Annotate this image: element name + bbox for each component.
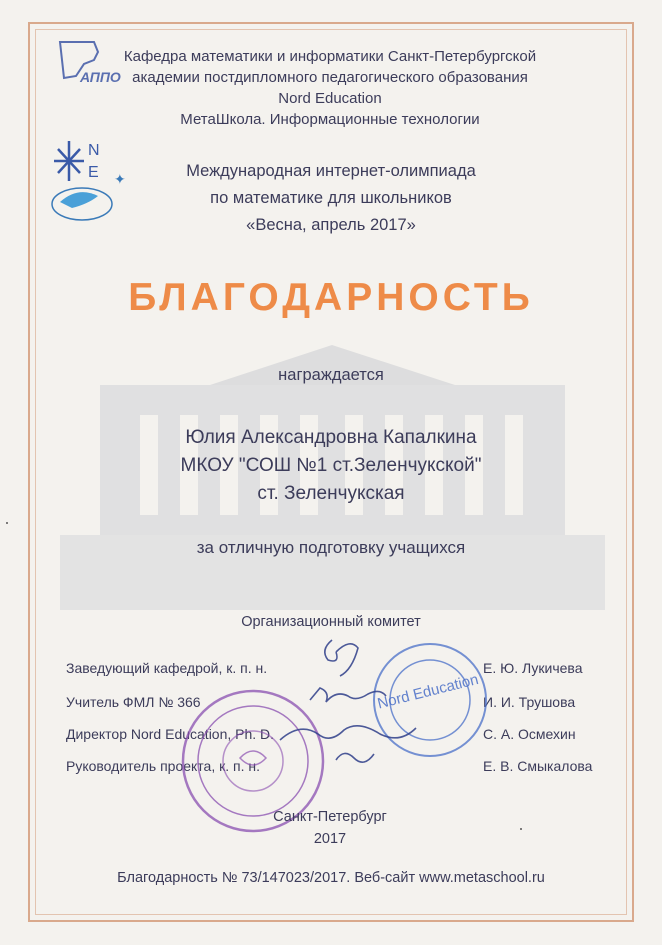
- olympiad-line-2: по математике для школьников: [210, 189, 452, 207]
- signatory-role: Руководитель проекта, к. п. н.: [66, 758, 261, 774]
- recipient-name: Юлия Александровна Капалкина: [185, 427, 477, 448]
- certificate-footer: Благодарность № 73/147023/2017. Веб-сайт www.metaschool.ru: [117, 870, 545, 886]
- issuer-line-4: МетаШкола. Информационные технологии: [180, 111, 480, 128]
- recipient-block: [60, 424, 602, 508]
- signatory-role: Учитель ФМЛ № 366: [66, 694, 201, 710]
- issuer-line-3: Nord Education: [278, 90, 382, 107]
- scan-speck: [6, 522, 8, 524]
- svg-text:E: E: [88, 164, 99, 181]
- recipient-school: МКОУ "СОШ №1 ст.Зеленчукской": [180, 455, 482, 476]
- signatory-name: С. А. Осмехин: [483, 726, 576, 742]
- issue-year: 2017: [313, 831, 347, 847]
- signatory-name: Е. В. Смыкалова: [483, 758, 593, 774]
- olympiad-line-1: Международная интернет-олимпиада: [186, 162, 476, 180]
- signatory-role: Заведующий кафедрой, к. п. н.: [66, 660, 268, 676]
- scan-speck: [520, 828, 522, 830]
- recipient-village: ст. Зеленчукская: [257, 483, 405, 504]
- signatory-name: И. И. Трушова: [483, 694, 576, 710]
- committee-label: Организационный комитет: [241, 614, 421, 630]
- stamp-text: Nord Education: [375, 670, 481, 713]
- city-year-block: [230, 806, 430, 850]
- signatures-scribble: [240, 630, 460, 790]
- svg-text:✦: ✦: [114, 171, 126, 187]
- certificate-title: БЛАГОДАРНОСТЬ: [128, 276, 534, 319]
- awarded-label: награждается: [278, 366, 384, 384]
- signatory-role: Директор Nord Education, Ph. D.: [66, 726, 275, 742]
- award-reason: за отличную подготовку учащихся: [196, 538, 466, 557]
- issuer-line-2: академии постдипломного педагогического образования: [132, 69, 528, 86]
- issue-city: Санкт-Петербург: [273, 809, 387, 825]
- issuer-header: [110, 46, 550, 130]
- issuer-line-1: Кафедра математики и информатики Санкт-Петербургской: [123, 48, 537, 65]
- olympiad-line-3: «Весна, апрель 2017»: [246, 216, 416, 234]
- signatory-name: Е. Ю. Лукичева: [483, 660, 583, 676]
- svg-text:N: N: [88, 142, 100, 159]
- olympiad-title: [80, 158, 582, 239]
- appo-logo-text: АППО: [80, 69, 121, 85]
